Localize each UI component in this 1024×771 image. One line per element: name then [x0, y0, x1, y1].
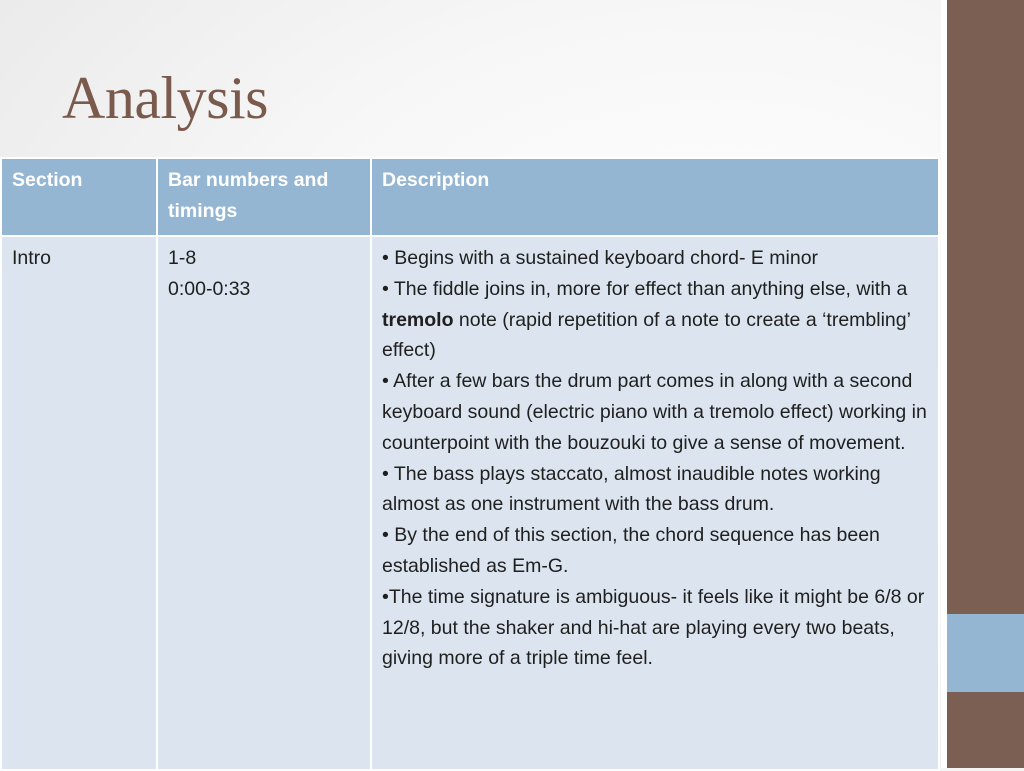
bullet-2-text-start: • The fiddle joins in, more for effect than anything else, with a [382, 277, 908, 300]
description-bullet-6: •The time signature is ambiguous- it feels like it might be 6/8 or 12/8, but the shaker and hi-hat are playing every two beats, giving more of a triple time feel. [382, 585, 925, 670]
description-bullet-2 [382, 274, 928, 366]
side-accent-block [947, 614, 1024, 692]
header-section: Section [1, 158, 157, 236]
description-bullet-3: • After a few bars the drum part comes in along with a second keyboard sound (electric piano with a tremolo effect) working in counterpoint with the bouzouki to give a sense of movement. [382, 370, 927, 454]
header-bar-numbers: Bar numbers and timings [157, 158, 371, 236]
cell-bars-timings [157, 236, 371, 770]
description-bullet-5: • By the end of this section, the chord sequence has been established as Em-G. [382, 524, 880, 577]
table-header-row [1, 158, 939, 236]
description-bullet-4: • The bass plays staccato, almost inaudible notes working almost as one instrument with the bass drum. [382, 462, 881, 516]
slide-title: Analysis [62, 65, 268, 131]
bar-range: 1-8 [168, 247, 197, 269]
analysis-table [0, 157, 940, 771]
description-bullet-1: • Begins with a sustained keyboard chord- E minor [382, 247, 819, 269]
bullet-2-bold-term: tremolo [382, 308, 454, 331]
cell-description [371, 236, 939, 770]
bullet-2-text-end: note (rapid repetition of a note to create a ‘trembling’ effect) [382, 308, 911, 362]
timing-range: 0:00-0:33 [168, 277, 251, 300]
table-row [1, 236, 939, 770]
header-description: Description [371, 158, 939, 236]
cell-section: Intro [1, 236, 157, 770]
